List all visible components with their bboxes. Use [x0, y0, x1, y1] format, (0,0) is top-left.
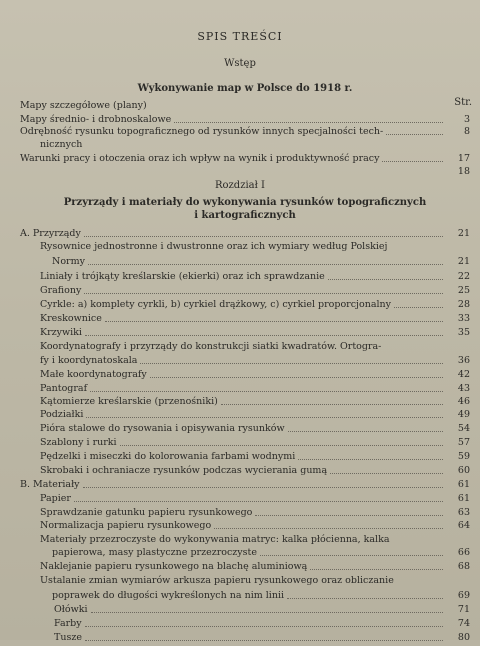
entry-title: Skrobaki i ochraniacze rysunków podczas wycierania gumą: [40, 465, 328, 476]
chapter-entry: [0, 520, 480, 534]
dot-leader: [150, 377, 443, 378]
entry-title: nicznych: [40, 139, 83, 150]
chapter-entry: [0, 341, 480, 355]
dot-leader: [255, 515, 443, 516]
entry-title: A. Przyrządy: [20, 228, 81, 239]
dot-leader: [85, 626, 443, 627]
chapter-entry: [0, 575, 480, 589]
entry-page-number: 61: [457, 479, 470, 490]
dot-leader: [394, 307, 443, 308]
entry-title: Mapy średnio- i drobnoskalowe: [20, 114, 172, 125]
entry-title: fy i koordynatoskala: [40, 355, 138, 366]
entry-title: poprawek do długości wykreślonych na nim linii: [52, 590, 285, 601]
entry-title: Ołówki: [54, 604, 88, 615]
entry-title: Ustalanie zmian wymiarów arkusza papieru rysunkowego oraz obliczanie: [40, 575, 394, 586]
entry-page-number: 64: [457, 520, 470, 531]
dot-leader: [84, 293, 443, 294]
dot-leader: [328, 279, 443, 280]
entry-title: Materiały przezroczyste do wykonywania matryc: kalka płócienna, kalka: [40, 534, 390, 545]
entry-page-number: 25: [457, 285, 470, 296]
intro-entry: [0, 100, 480, 114]
entry-title: Papier: [40, 493, 71, 504]
entry-page-number: 17: [457, 153, 470, 164]
chapter-entry: [0, 396, 480, 410]
dot-leader: [88, 264, 443, 265]
chapter-entry: [0, 299, 480, 313]
chapter-entry: [0, 451, 480, 465]
chapter-heading-line2: i kartograficznych: [194, 210, 296, 221]
dot-leader: [86, 417, 443, 418]
intro-entry: [0, 166, 480, 180]
dot-leader: [140, 363, 443, 364]
chapter-entry: [0, 355, 480, 369]
entry-page-number: 74: [457, 618, 470, 629]
chapter-entry: [0, 547, 480, 561]
chapter-entry: [0, 285, 480, 299]
chapter-entry: [0, 507, 480, 521]
chapter-entry: [0, 561, 480, 575]
chapter-entry: [0, 383, 480, 397]
dot-leader: [310, 569, 443, 570]
chapter-entry: [0, 256, 480, 270]
chapter-entry: [0, 369, 480, 383]
dot-leader: [74, 501, 443, 502]
intro-entry: [0, 153, 480, 167]
chapter-entry: [0, 327, 480, 341]
entry-title: Krzywiki: [40, 327, 82, 338]
dot-leader: [221, 404, 443, 405]
dot-leader: [288, 431, 443, 432]
dot-leader: [174, 122, 443, 123]
dot-leader: [386, 134, 443, 135]
chapter-entry: [0, 409, 480, 423]
entry-page-number: 49: [457, 409, 470, 420]
entry-title: Kątomierze kreślarskie (przenośniki): [40, 396, 218, 407]
entry-title: Koordynatografy i przyrządy do konstrukcji siatki kwadratów. Ortogra-: [40, 341, 382, 352]
chapter-heading-line1: Przyrządy i materiały do wykonywania rysunków topograficznych: [63, 197, 427, 208]
entry-page-number: 63: [457, 507, 470, 518]
entry-page-number: 36: [457, 355, 470, 366]
entry-page-number: 43: [457, 383, 470, 394]
chapter-entry: [0, 423, 480, 437]
chapter-entry: [0, 241, 480, 255]
intro-heading: Wykonywanie map w Polsce do 1918 r.: [137, 83, 353, 94]
entry-page-number: 61: [457, 493, 470, 504]
entry-page-number: 33: [457, 313, 470, 324]
entry-title: Normalizacja papieru rysunkowego: [40, 520, 212, 531]
chapter-entry: [0, 604, 480, 618]
entry-title: Cyrkle: a) komplety cyrkli, b) cyrkiel drążkowy, c) cyrkiel proporcjonalny: [40, 299, 392, 310]
entry-title: Naklejanie papieru rysunkowego na blachę aluminiową: [40, 561, 308, 572]
page-column-label: Str.: [454, 97, 472, 108]
dot-leader: [298, 459, 443, 460]
entry-page-number: 46: [457, 396, 470, 407]
entry-title: Grafiony: [40, 285, 82, 296]
dot-leader: [330, 473, 443, 474]
entry-page-number: 21: [457, 228, 470, 239]
chapter-entry: [0, 313, 480, 327]
dot-leader: [83, 487, 443, 488]
intro-entry: [0, 126, 480, 140]
entry-page-number: 71: [457, 604, 470, 615]
intro-title: Wstęp: [224, 58, 256, 69]
entry-title: Pędzelki i miseczki do kolorowania farbami wodnymi: [40, 451, 296, 462]
dot-leader: [214, 528, 443, 529]
dot-leader: [90, 391, 443, 392]
entry-title: Rysownice jednostronne i dwustronne oraz ich wymiary według Polskiej: [40, 241, 388, 252]
entry-page-number: 22: [457, 271, 470, 282]
entry-page-number: 66: [457, 547, 470, 558]
entry-page-number: 80: [457, 632, 470, 643]
intro-entry: [0, 139, 480, 153]
dot-leader: [105, 321, 443, 322]
chapter-entry: [0, 437, 480, 451]
entry-title: Farby: [54, 618, 82, 629]
entry-title: Pantograf: [40, 383, 88, 394]
entry-page-number: 59: [457, 451, 470, 462]
entry-title: papierowa, masy plastyczne przezroczyste: [52, 547, 257, 558]
entry-page-number: 35: [457, 327, 470, 338]
chapter-entry: [0, 465, 480, 479]
entry-title: Warunki pracy i otoczenia oraz ich wpływ na wynik i produktywność pracy: [20, 153, 380, 164]
entry-title: Kreskownice: [40, 313, 102, 324]
chapter-entry: [0, 479, 480, 493]
dot-leader: [260, 555, 443, 556]
entry-title: Małe koordynatografy: [40, 369, 147, 380]
dot-leader: [382, 161, 443, 162]
entry-title: Mapy szczegółowe (plany): [20, 100, 147, 111]
entry-page-number: 21: [457, 256, 470, 267]
dot-leader: [85, 335, 443, 336]
chapter-entry: [0, 534, 480, 548]
dot-leader: [287, 598, 443, 599]
entry-page-number: 8: [463, 126, 470, 137]
entry-title: Liniały i trójkąty kreślarskie (ekierki) oraz ich sprawdzanie: [40, 271, 325, 282]
entry-page-number: 42: [457, 369, 470, 380]
dot-leader: [120, 445, 443, 446]
entry-page-number: 68: [457, 561, 470, 572]
entry-page-number: 57: [457, 437, 470, 448]
entry-page-number: 18: [457, 166, 470, 177]
entry-page-number: 28: [457, 299, 470, 310]
chapter-title: Rozdział I: [214, 180, 266, 191]
dot-leader: [84, 236, 443, 237]
entry-title: Tusze: [54, 632, 82, 643]
entry-page-number: 3: [463, 114, 470, 125]
chapter-entry: [0, 618, 480, 632]
entry-title: Podziałki: [40, 409, 84, 420]
page-title: SPIS TREŚCI: [197, 30, 283, 43]
chapter-entry: [0, 271, 480, 285]
chapter-entry: [0, 493, 480, 507]
chapter-entry: [0, 590, 480, 604]
dot-leader: [85, 640, 443, 641]
entry-page-number: 69: [457, 590, 470, 601]
entry-title: Normy: [52, 256, 85, 267]
entry-page-number: 60: [457, 465, 470, 476]
entry-title: Odrębność rysunku topograficznego od rysunków innych specjalności tech-: [20, 126, 384, 137]
chapter-entry: [0, 632, 480, 646]
entry-title: B. Materiały: [20, 479, 80, 490]
chapter-entry: [0, 228, 480, 242]
entry-title: Szablony i rurki: [40, 437, 117, 448]
dot-leader: [91, 612, 443, 613]
entry-title: Pióra stalowe do rysowania i opisywania rysunków: [40, 423, 285, 434]
entry-title: Sprawdzanie gatunku papieru rysunkowego: [40, 507, 253, 518]
entry-page-number: 54: [457, 423, 470, 434]
